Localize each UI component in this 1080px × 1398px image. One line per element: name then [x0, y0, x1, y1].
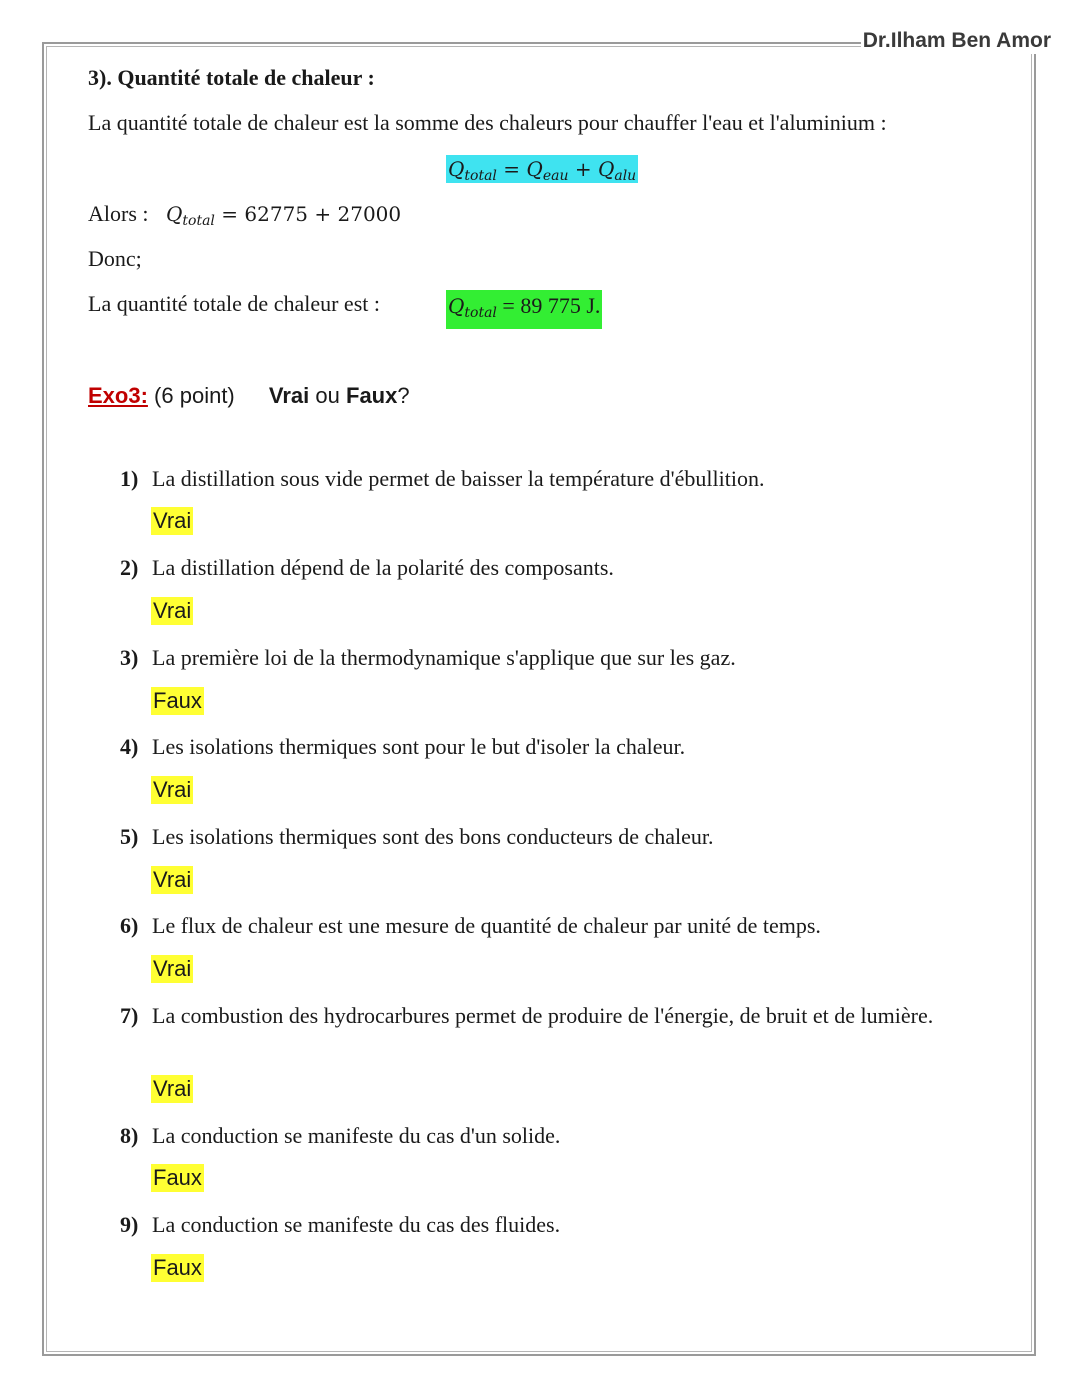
result-label: La quantité totale de chaleur est :: [88, 291, 380, 316]
alors-line: [88, 200, 401, 235]
formula-symbol: Q: [597, 157, 615, 181]
faux-word: Faux: [346, 383, 398, 408]
formula-symbol: Q: [448, 157, 465, 181]
question-item: [120, 1000, 960, 1031]
question-number: 6): [120, 913, 139, 938]
answer-badge: Vrai: [153, 956, 192, 981]
question-text: La conduction se manifeste du cas d'un solide.: [152, 1123, 561, 1148]
exercise-title: Exo3:: [88, 383, 148, 408]
question-number: 2): [120, 555, 139, 580]
question-text: La première loi de la thermodynamique s'applique que sur les gaz.: [152, 645, 736, 670]
question-item: [120, 463, 960, 494]
true-false-label: [269, 383, 410, 408]
answer-badge: Vrai: [153, 508, 192, 533]
formula-operator: =: [503, 157, 521, 181]
formula-symbol: Q: [526, 157, 543, 181]
formula-operator: +: [574, 157, 592, 181]
formula-subscript: total: [464, 168, 497, 184]
formula-symbol: Q: [448, 294, 465, 318]
exercise-header: [88, 382, 410, 410]
vrai-word: Vrai: [268, 383, 310, 408]
result-value: = 89 775 J.: [502, 293, 601, 318]
question-number: 4): [120, 734, 139, 759]
question-item: [120, 1209, 960, 1240]
question-item: [120, 642, 960, 673]
section-intro: La quantité totale de chaleur est la somme des chaleurs pour chauffer l'eau et l'aluminium :: [88, 110, 887, 135]
formula-highlight: [446, 155, 638, 183]
question-text: Le flux de chaleur est une mesure de quantité de chaleur par unité de temps.: [152, 913, 821, 938]
answer-badge: Vrai: [153, 867, 192, 892]
question-text: Les isolations thermiques sont pour le but d'isoler la chaleur.: [152, 734, 686, 759]
formula-symbol: Q: [166, 202, 183, 226]
total-heat-formula: [446, 155, 638, 190]
exercise-points: (6 point): [154, 383, 235, 408]
answer-badge: Vrai: [153, 598, 192, 623]
answer-badge: Vrai: [153, 1076, 192, 1101]
question-number: 7): [120, 1003, 139, 1028]
donc-line: Donc;: [88, 246, 142, 271]
question-text: La combustion des hydrocarbures permet de produire de l'énergie, de bruit et de lumière.: [152, 1003, 934, 1028]
answer-badge: Faux: [153, 688, 202, 713]
question-item: [120, 552, 960, 583]
ou-word: ou: [315, 383, 340, 408]
answer-badge: Faux: [153, 1255, 202, 1280]
alors-label: Alors :: [88, 201, 149, 226]
question-number: 9): [120, 1212, 139, 1237]
question-item: [120, 1120, 960, 1151]
author-name: Dr.Ilham Ben Amor: [862, 29, 1051, 52]
alors-expression: [166, 202, 402, 229]
section-heading: 3). Quantité totale de chaleur :: [88, 65, 375, 90]
question-text: La conduction se manifeste du cas des fluides.: [152, 1212, 561, 1237]
question-number: 5): [120, 824, 139, 849]
question-mark: ?: [397, 383, 410, 408]
question-number: 1): [120, 466, 139, 491]
question-item: [120, 910, 960, 941]
formula-subscript: eau: [542, 168, 569, 184]
question-item: [120, 731, 960, 762]
question-text: Les isolations thermiques sont des bons conducteurs de chaleur.: [152, 824, 714, 849]
formula-rest: = 62775 + 27000: [221, 202, 402, 226]
question-text: La distillation dépend de la polarité des composants.: [152, 555, 614, 580]
question-number: 3): [120, 645, 139, 670]
formula-subscript: total: [182, 213, 215, 229]
answer-badge: Faux: [153, 1165, 202, 1190]
question-item: [120, 821, 960, 852]
question-text: La distillation sous vide permet de baisser la température d'ébullition.: [152, 466, 765, 491]
result-line: [88, 290, 601, 321]
formula-subscript: total: [464, 305, 497, 321]
question-number: 8): [120, 1123, 139, 1148]
result-expression: [446, 290, 602, 329]
formula-subscript: alu: [614, 168, 637, 184]
answer-badge: Vrai: [153, 777, 192, 802]
